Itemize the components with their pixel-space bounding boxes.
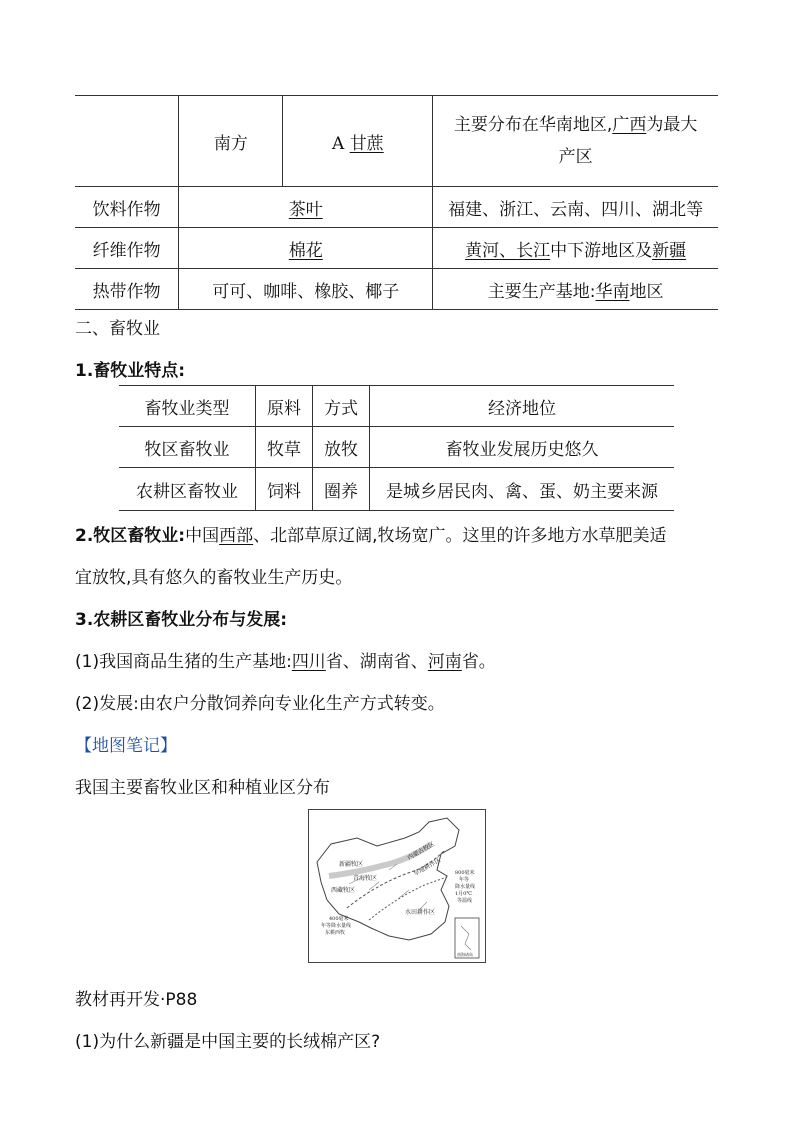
table-cell: 主要分布在华南地区,广西为最大 产区 [433, 96, 718, 187]
table-cell: 可可、咖啡、橡胶、椰子 [179, 269, 433, 310]
table-cell: 放牧 [313, 427, 370, 468]
table-cell: 福建、浙江、云南、四川、湖北等 [433, 187, 718, 228]
table-cell: 棉花 [179, 228, 433, 269]
textbook-title: 教材再开发·P88 [75, 990, 198, 1010]
table-header: 原料 [256, 386, 313, 427]
table-cell: 农耕区畜牧业 [119, 468, 256, 511]
map-label: 年等 [459, 877, 470, 883]
map-label: 南海诸岛 [457, 952, 473, 957]
map-label: 新疆牧区 [339, 861, 364, 868]
map-label: 西藏牧区 [331, 887, 356, 894]
table-cell: 茶叶 [179, 187, 433, 228]
map-label: 400毫米 [329, 916, 349, 922]
map-label: 降水量线 [455, 884, 476, 890]
table-cell: 是城乡居民肉、禽、蛋、奶主要来源 [370, 468, 675, 511]
table-cell: A 甘蔗 [283, 96, 433, 187]
table-row [75, 187, 718, 228]
map-label: 水田耕作区 [405, 909, 436, 916]
point2-line2: 宜放牧,具有悠久的畜牧业生产历史。 [75, 568, 353, 588]
crop-table [75, 95, 718, 310]
map-label: 旱地耕作区 [412, 856, 442, 878]
point1-title: 1.畜牧业特点: [75, 361, 186, 381]
map-label: 800毫米 [455, 870, 475, 876]
table-cell: 牧区畜牧业 [119, 427, 256, 468]
table-row [119, 427, 674, 468]
china-map-figure [308, 809, 486, 963]
point3-item1: (1)我国商品生猪的生产基地:四川省、湖南省、河南省。 [75, 652, 496, 672]
map-label: 等温线 [457, 898, 473, 904]
table-cell: 饲料 [256, 468, 313, 511]
point3-title: 3.农耕区畜牧业分布与发展: [75, 610, 288, 630]
table-cell [75, 96, 179, 187]
table-row [75, 269, 718, 310]
table-cell: 南方 [179, 96, 283, 187]
map-label: 青海牧区 [353, 875, 378, 882]
table-header: 方式 [313, 386, 370, 427]
map-label: 年等降水量线 [321, 923, 352, 929]
map-caption: 我国主要畜牧业区和种植业区分布 [75, 778, 330, 798]
china-map-svg [309, 810, 485, 962]
table-cell: 饮料作物 [75, 187, 179, 228]
table-cell: 牧草 [256, 427, 313, 468]
table-cell: 黄河、长江中下游地区及新疆 [433, 228, 718, 269]
table-cell: 圈养 [313, 468, 370, 511]
table-header: 经济地位 [370, 386, 675, 427]
map-label: 1月0℃ [455, 891, 472, 897]
table-row [75, 96, 718, 187]
point2-line1: 2.牧区畜牧业:中国西部、北部草原辽阔,牧场宽广。这里的许多地方水草肥美适 [75, 526, 667, 546]
table-cell: 纤维作物 [75, 228, 179, 269]
livestock-table [119, 385, 674, 511]
table-row [75, 228, 718, 269]
table-cell: 主要生产基地:华南地区 [433, 269, 718, 310]
table-row [119, 468, 674, 511]
section-title: 二、畜牧业 [75, 319, 160, 339]
map-note-heading: 【地图笔记】 [75, 736, 177, 756]
table-cell: 畜牧业发展历史悠久 [370, 427, 675, 468]
map-label: 东耕西牧 [325, 930, 346, 936]
table-cell: 热带作物 [75, 269, 179, 310]
table-header-row [119, 386, 674, 427]
table-header: 畜牧业类型 [119, 386, 256, 427]
point3-item2: (2)发展:由农户分散饲养向专业化生产方式转变。 [75, 694, 445, 714]
question-1: (1)为什么新疆是中国主要的长绒棉产区? [75, 1032, 381, 1052]
map-label: 内蒙古牧区 [406, 840, 436, 862]
